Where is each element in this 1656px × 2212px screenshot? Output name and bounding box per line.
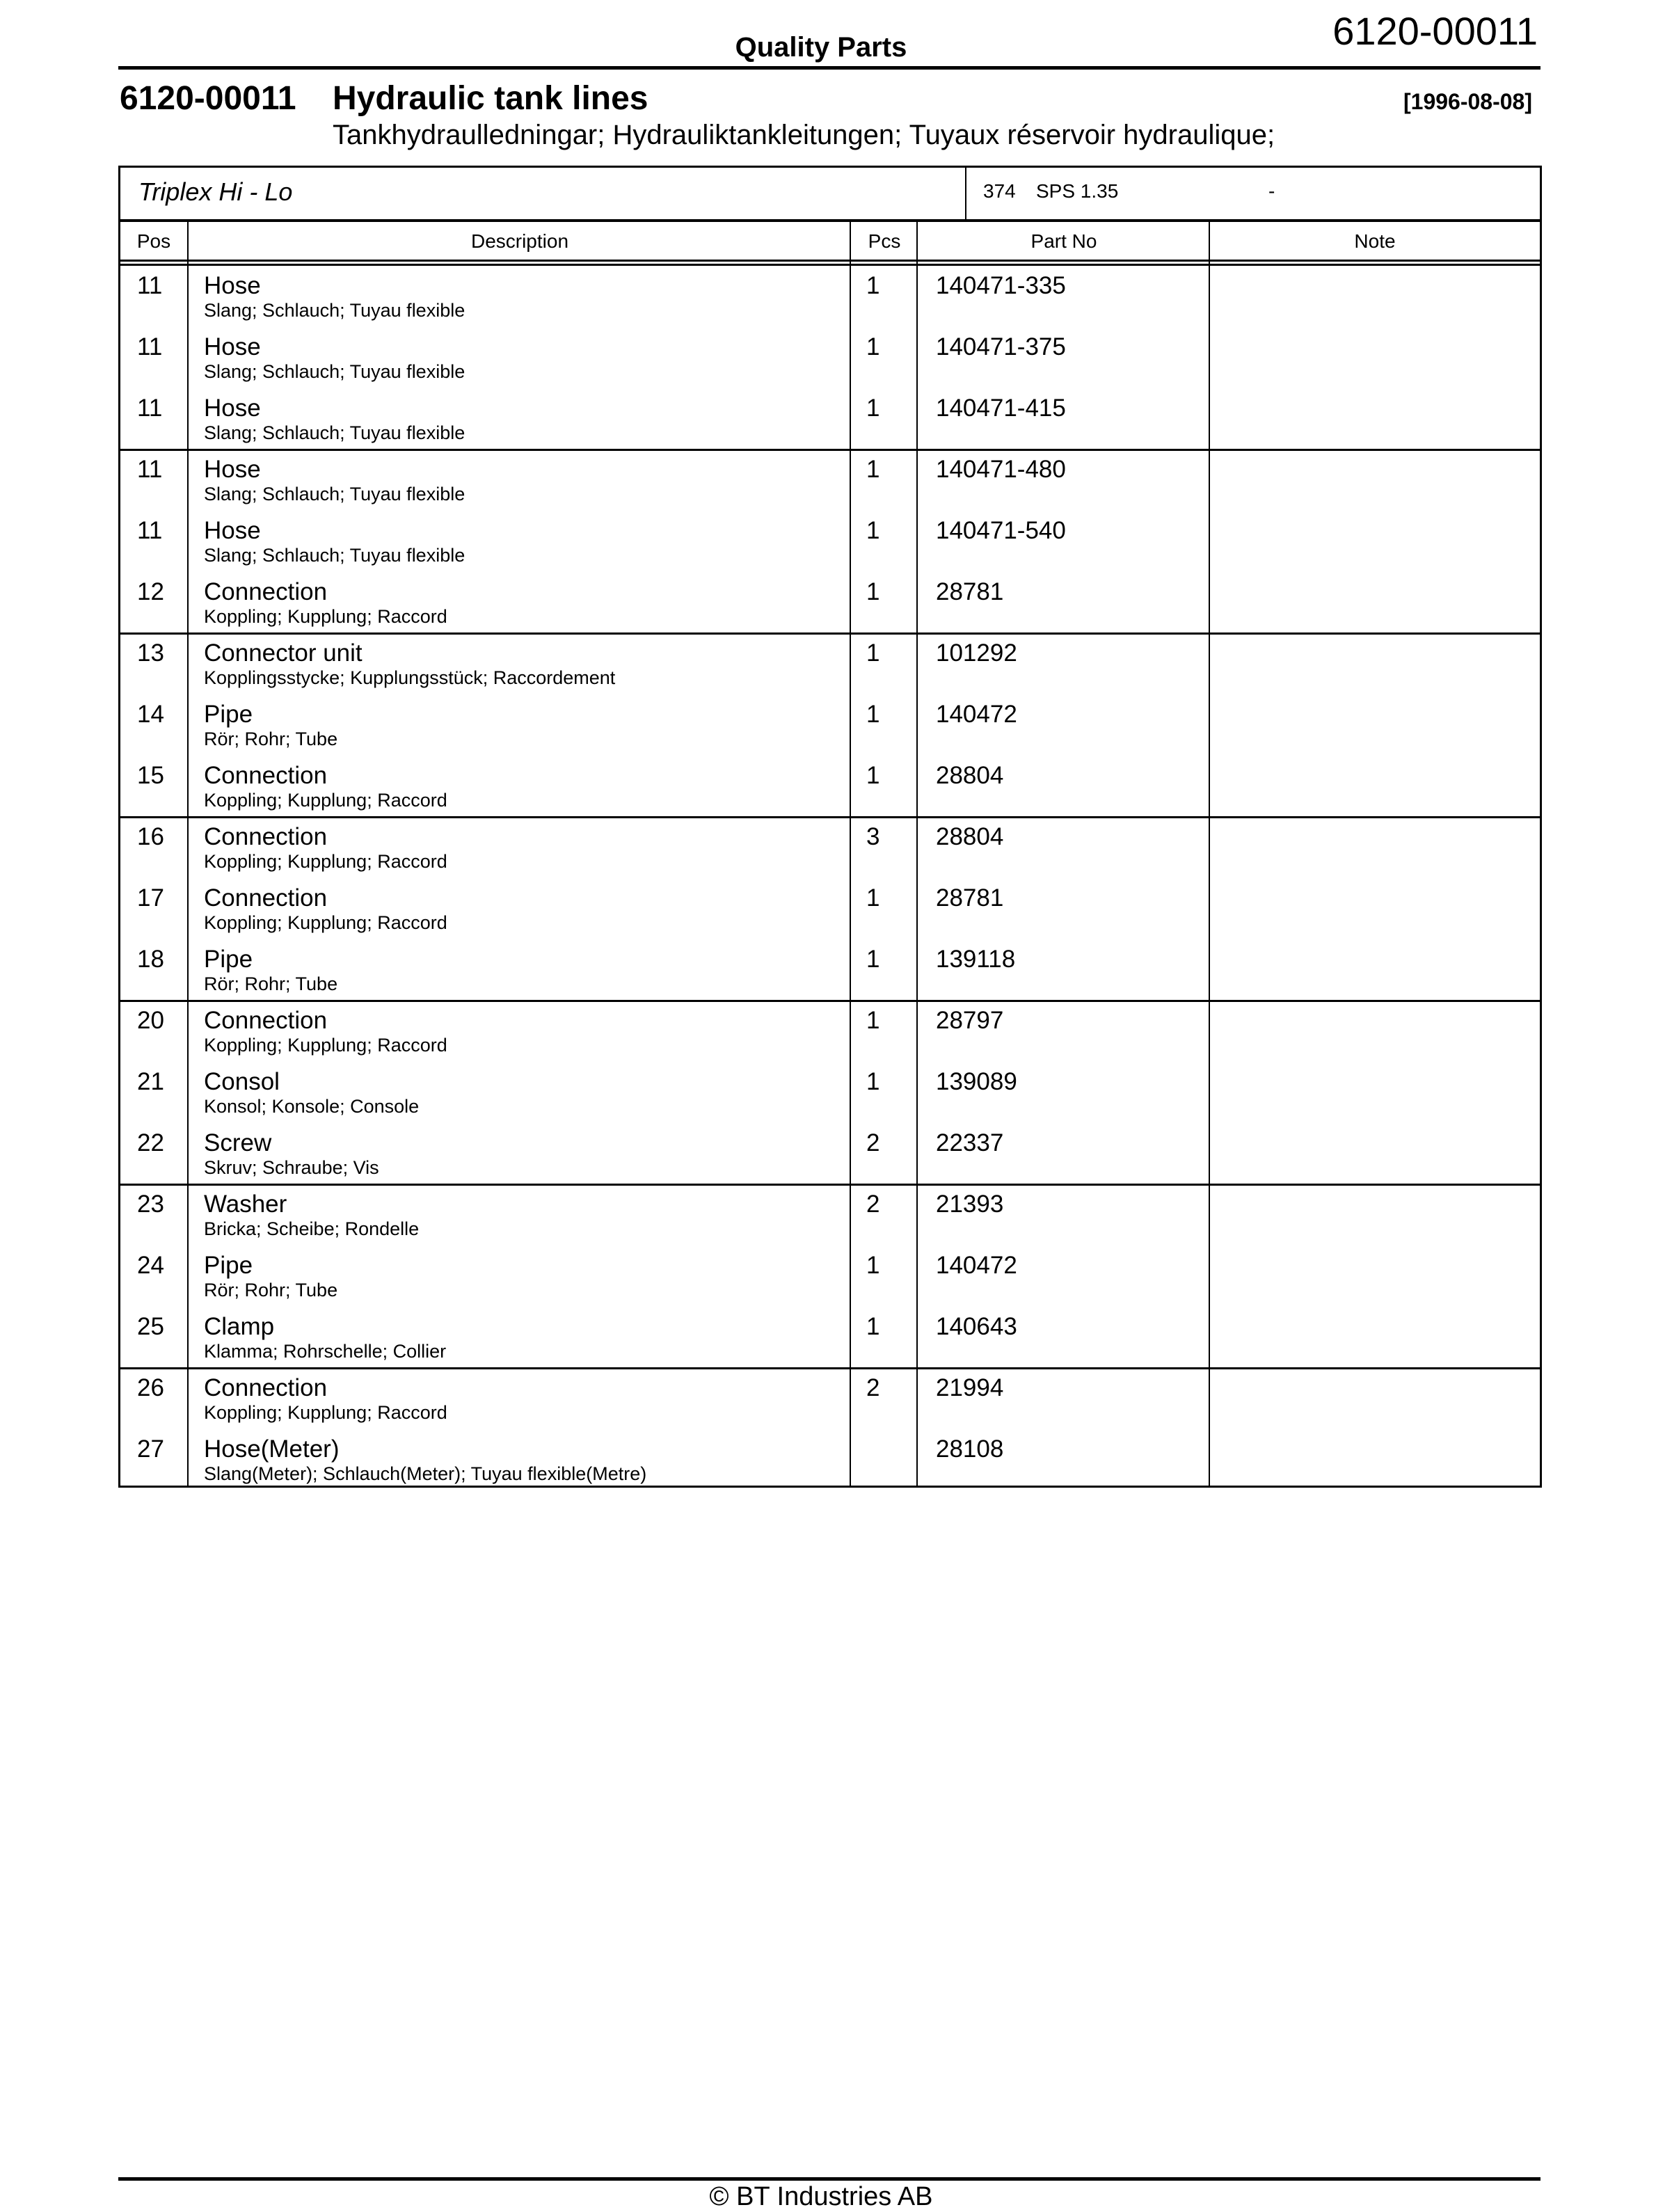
column-header-note: Note xyxy=(1354,230,1396,252)
part-number: 28797 xyxy=(936,1007,1004,1034)
document-date: [1996-08-08] xyxy=(1403,89,1532,114)
part-name: Washer xyxy=(204,1191,287,1218)
pos-cell: 21 xyxy=(137,1068,164,1095)
pcs-cell: 1 xyxy=(866,1252,880,1279)
part-number: 140472 xyxy=(936,701,1017,728)
pos-cell: 11 xyxy=(137,272,163,299)
part-translations: Bricka; Scheibe; Rondelle xyxy=(204,1218,420,1239)
column-header-pcs: Pcs xyxy=(868,230,901,252)
pcs-cell: 1 xyxy=(866,946,880,973)
part-translations: Rör; Rohr; Tube xyxy=(204,729,338,749)
group-divider xyxy=(120,1367,1540,1369)
page-title: Hydraulic tank lines xyxy=(333,80,648,117)
group-divider xyxy=(120,816,1540,818)
pcs-cell: 1 xyxy=(866,701,880,728)
part-translations: Klamma; Rohrschelle; Collier xyxy=(204,1341,447,1362)
pcs-cell: 1 xyxy=(866,517,880,544)
part-name: Hose xyxy=(204,333,261,360)
part-translations: Konsol; Konsole; Console xyxy=(204,1096,420,1117)
pos-cell: 18 xyxy=(137,946,164,973)
part-translations: Skruv; Schraube; Vis xyxy=(204,1157,379,1178)
pos-cell: 23 xyxy=(137,1191,164,1218)
part-number: 139118 xyxy=(936,946,1016,973)
part-name: Connection xyxy=(204,578,328,605)
part-name: Connection xyxy=(204,823,328,850)
pcs-cell: 1 xyxy=(866,333,880,360)
part-translations: Slang; Schlauch; Tuyau flexible xyxy=(204,422,465,443)
group-divider xyxy=(120,1184,1540,1186)
pos-cell: 14 xyxy=(137,701,164,728)
part-translations: Koppling; Kupplung; Raccord xyxy=(204,790,447,811)
part-number: 28781 xyxy=(936,884,1004,912)
header-divider xyxy=(118,66,1540,70)
copyright: © BT Industries AB xyxy=(709,2182,933,2211)
section-number: 6120-00011 xyxy=(120,80,296,117)
part-translations: Koppling; Kupplung; Raccord xyxy=(204,606,447,627)
part-name: Connection xyxy=(204,1374,328,1401)
part-number: 140471-375 xyxy=(936,333,1066,360)
part-number: 140471-335 xyxy=(936,272,1066,299)
part-translations: Slang; Schlauch; Tuyau flexible xyxy=(204,300,465,321)
parts-table xyxy=(118,166,1542,1488)
part-number: 28804 xyxy=(936,762,1004,789)
table-header xyxy=(120,222,1540,262)
part-translations: Slang(Meter); Schlauch(Meter); Tuyau flexible(Metre) xyxy=(204,1463,647,1484)
part-number: 28781 xyxy=(936,578,1004,605)
group-divider xyxy=(120,449,1540,451)
pos-cell: 13 xyxy=(137,639,164,667)
part-name: Pipe xyxy=(204,701,253,728)
pcs-cell: 3 xyxy=(866,823,880,850)
part-name: Consol xyxy=(204,1068,280,1095)
pcs-cell: 1 xyxy=(866,272,880,299)
part-name: Clamp xyxy=(204,1313,275,1340)
part-number: 140643 xyxy=(936,1313,1017,1340)
column-divider xyxy=(850,222,851,1486)
part-name: Connection xyxy=(204,884,328,912)
pos-cell: 16 xyxy=(137,823,164,850)
title-translations: Tankhydraulledningar; Hydrauliktankleitungen; Tuyaux réservoir hydraulique; xyxy=(333,120,1275,150)
pcs-cell: 1 xyxy=(866,762,880,789)
part-name: Pipe xyxy=(204,1252,253,1279)
part-translations: Koppling; Kupplung; Raccord xyxy=(204,851,447,872)
pos-cell: 11 xyxy=(137,333,163,360)
pcs-cell: 1 xyxy=(866,639,880,667)
part-number: 140471-415 xyxy=(936,395,1066,422)
part-translations: Koppling; Kupplung; Raccord xyxy=(204,1402,447,1423)
part-translations: Kopplingsstycke; Kupplungsstück; Raccordement xyxy=(204,667,616,688)
pcs-cell: 1 xyxy=(866,1313,880,1340)
part-translations: Koppling; Kupplung; Raccord xyxy=(204,912,447,933)
footer-divider xyxy=(118,2177,1540,2181)
pcs-cell: 1 xyxy=(866,456,880,483)
part-translations: Koppling; Kupplung; Raccord xyxy=(204,1035,447,1056)
pos-cell: 12 xyxy=(137,578,164,605)
part-number: 21393 xyxy=(936,1191,1004,1218)
model-name: Triplex Hi - Lo xyxy=(138,177,293,206)
part-name: Hose xyxy=(204,456,261,483)
part-translations: Rör; Rohr; Tube xyxy=(204,1280,338,1300)
part-name: Pipe xyxy=(204,946,253,973)
part-number: 28108 xyxy=(936,1435,1004,1463)
pcs-cell: 2 xyxy=(866,1191,880,1218)
pos-cell: 22 xyxy=(137,1129,164,1156)
pos-cell: 27 xyxy=(137,1435,164,1463)
group-divider xyxy=(120,632,1540,635)
pos-cell: 11 xyxy=(137,517,163,544)
part-name: Hose xyxy=(204,395,261,422)
pcs-cell: 1 xyxy=(866,578,880,605)
pcs-cell: 2 xyxy=(866,1129,880,1156)
pcs-cell: 1 xyxy=(866,1068,880,1095)
model-row xyxy=(120,168,1540,222)
part-name: Connector unit xyxy=(204,639,363,667)
column-divider xyxy=(187,222,189,1486)
part-name: Hose xyxy=(204,517,261,544)
sps-version: SPS 1.35 xyxy=(1036,180,1119,202)
pos-cell: 17 xyxy=(137,884,164,912)
part-number: 28804 xyxy=(936,823,1004,850)
part-name: Connection xyxy=(204,762,328,789)
pcs-cell: 1 xyxy=(866,1007,880,1034)
pcs-cell: 1 xyxy=(866,884,880,912)
part-name: Screw xyxy=(204,1129,272,1156)
pos-cell: 15 xyxy=(137,762,164,789)
column-header-pos: Pos xyxy=(136,230,171,252)
part-number: 140471-540 xyxy=(936,517,1066,544)
pos-cell: 20 xyxy=(137,1007,164,1034)
divider xyxy=(965,168,966,219)
part-number: 140471-480 xyxy=(936,456,1066,483)
divider xyxy=(120,264,1540,266)
document-number: 6120-00011 xyxy=(1332,9,1538,53)
part-number: 22337 xyxy=(936,1129,1004,1156)
part-number: 139089 xyxy=(936,1068,1017,1095)
part-number: 101292 xyxy=(936,639,1017,667)
model-code: 374 xyxy=(983,180,1016,202)
part-name: Hose xyxy=(204,272,261,299)
part-translations: Rör; Rohr; Tube xyxy=(204,973,338,994)
part-name: Connection xyxy=(204,1007,328,1034)
part-number: 140472 xyxy=(936,1252,1017,1279)
pcs-cell: 2 xyxy=(866,1374,880,1401)
column-divider xyxy=(916,222,918,1486)
part-name: Hose(Meter) xyxy=(204,1435,340,1463)
column-divider xyxy=(1209,222,1210,1486)
pos-cell: 26 xyxy=(137,1374,164,1401)
part-translations: Slang; Schlauch; Tuyau flexible xyxy=(204,361,465,382)
column-header-part-no: Part No xyxy=(1030,230,1097,252)
part-translations: Slang; Schlauch; Tuyau flexible xyxy=(204,545,465,566)
pos-cell: 24 xyxy=(137,1252,164,1279)
part-number: 21994 xyxy=(936,1374,1004,1401)
pos-cell: 11 xyxy=(137,456,163,483)
brand-header: Quality Parts xyxy=(735,32,907,63)
column-header-description: Description xyxy=(470,230,569,252)
model-extra: - xyxy=(1268,180,1275,202)
pos-cell: 11 xyxy=(137,395,163,422)
part-translations: Slang; Schlauch; Tuyau flexible xyxy=(204,484,465,504)
pcs-cell: 1 xyxy=(866,395,880,422)
pos-cell: 25 xyxy=(137,1313,164,1340)
group-divider xyxy=(120,1000,1540,1002)
